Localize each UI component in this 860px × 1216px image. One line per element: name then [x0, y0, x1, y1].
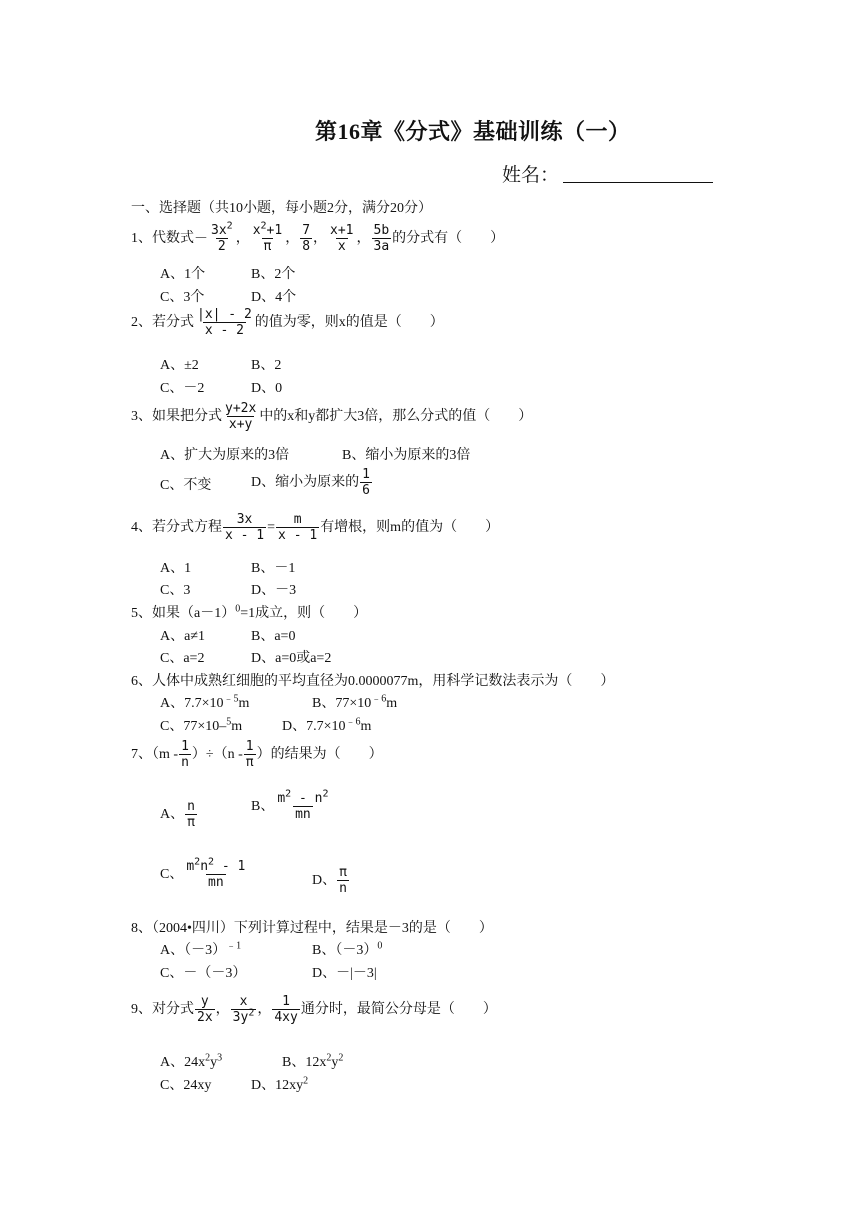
q9-option-d[interactable]: D、$12xy^2$ — [251, 1075, 309, 1093]
q5-option-c[interactable]: C、a=2 — [160, 651, 205, 666]
question-2 — [131, 308, 444, 338]
q5-option-b[interactable]: B、a=0 — [251, 629, 296, 644]
q1-fraction-2: $\frac{x^2+1}{\pi}$ — [252, 220, 283, 254]
question-5: 5、如果$(a-1)^0=1$成立，则（ ） — [131, 603, 368, 621]
question-4: 4、若分式方程 $\frac{3x}{x - 1}$ = $\frac{m}{x - 1}$ 有增根，则m的值为（ ） — [131, 512, 500, 543]
q3-option-d[interactable]: D、缩小为原来的 $\frac{1}{6}$ — [251, 467, 370, 498]
q1-tail: 的分式有（ ） — [392, 231, 505, 247]
q2-option-b[interactable]: B、2 — [251, 358, 282, 373]
question-1: 1、代数式－ $\frac{3x^2}{2}$ ， $\frac{x^2+1}{\pi}$ ， $\frac{7}{8}$ ， $\frac{x+1}{x}$ ， $\frac{5b}{3a}$ 的分式有（ ） — [131, 220, 505, 254]
question-6: 6、人体中成熟红细胞的平均直径为0.0000077m，用科学记数法表示为（ ） — [131, 674, 615, 689]
q4-option-c[interactable]: C、3 — [160, 583, 191, 598]
q7-option-d[interactable]: D、 $\frac{\pi}{n}$ — [312, 865, 347, 896]
q4-option-d[interactable]: D、－3 — [251, 583, 297, 598]
q3-option-a[interactable]: A、扩大为原来的3倍 — [160, 448, 290, 463]
q1-option-b[interactable]: B、2个 — [251, 267, 296, 282]
q7-a-fraction: $\frac{n}{\pi}$ — [187, 799, 195, 830]
q8-option-d[interactable]: D、－|－3| — [312, 966, 377, 981]
q9-option-b[interactable]: B、$12x^2y^2$ — [282, 1052, 344, 1070]
q4-fraction-1: $\frac{3x}{x - 1}$ — [225, 512, 265, 543]
q5-option-a[interactable]: A、a≠1 — [160, 629, 206, 644]
q8-option-c[interactable]: C、－（－3） — [160, 966, 247, 981]
q9-fraction-2: $\frac{x}{3y^2}$ — [232, 994, 255, 1025]
q3-tail: 中的x和y都扩大3倍，那么分式的值（ ） — [259, 409, 533, 425]
q7-option-b[interactable]: B、 $\frac{m^2 - n^2}{mn}$ — [251, 788, 329, 822]
q1-option-a[interactable]: A、1个 — [160, 267, 206, 282]
q2-tail: 的值为零，则x的值是（ ） — [254, 315, 444, 331]
q4-option-b[interactable]: B、－1 — [251, 561, 296, 576]
q7-d-fraction: $\frac{\pi}{n}$ — [339, 865, 347, 896]
minus-sign: － — [194, 231, 208, 247]
q7-option-c[interactable]: C、 $\frac{m^2n^2 - 1}{mn}$ — [160, 856, 246, 890]
q3-d-fraction: $\frac{1}{6}$ — [362, 467, 370, 498]
section-header: 一、选择题（共10小题，每小题2分，满分20分） — [131, 201, 432, 216]
q1-option-c[interactable]: C、3个 — [160, 290, 205, 305]
q7-option-a[interactable]: A、 $\frac{n}{\pi}$ — [160, 799, 195, 830]
q7-c-fraction: $\frac{m^2n^2 - 1}{mn}$ — [186, 856, 246, 890]
q7-fraction-2: $\frac{1}{\pi}$ — [245, 739, 254, 770]
q4-tail: 有增根，则m的值为（ ） — [320, 520, 500, 536]
q6-option-c[interactable]: C、77×10–$^5$m — [160, 716, 243, 734]
question-7: 7、（m - $\frac{1}{n}$ ）÷（n - $\frac{1}{\pi}$ ）的结果为（ ） — [131, 739, 383, 770]
q5-option-d[interactable]: D、a=0或a=2 — [251, 651, 332, 666]
q9-option-c[interactable]: C、24xy — [160, 1078, 212, 1093]
q6-option-d[interactable]: D、$7.7\times 10^{﹣6}m$ — [282, 716, 372, 734]
q1-option-d[interactable]: D、4个 — [251, 290, 297, 305]
question-8: 8、（2004•四川）下列计算过程中，结果是－3的是（ ） — [131, 921, 493, 936]
q2-option-a[interactable]: A、±2 — [160, 358, 199, 373]
name-field[interactable] — [563, 160, 713, 183]
q4-fraction-2: $\frac{m}{x - 1}$ — [278, 512, 318, 543]
q2-option-d[interactable]: D、0 — [251, 381, 283, 396]
q7-fraction-1: $\frac{1}{n}$ — [181, 739, 189, 770]
name-label: 姓名： — [502, 165, 560, 186]
q9-fraction-1: $\frac{y}{2x}$ — [197, 994, 213, 1025]
q3-option-c[interactable]: C、不变 — [160, 478, 212, 493]
q3-option-b[interactable]: B、缩小为原来的3倍 — [342, 448, 471, 463]
q4-stem: 4、若分式方程 — [131, 520, 222, 536]
q4-option-a[interactable]: A、1 — [160, 561, 192, 576]
q2-fraction: $\frac{|x| - 2}{x - 2}$ — [197, 307, 252, 338]
q1-fraction-1: $\frac{3x^2}{2}$ — [211, 220, 233, 254]
q7-b-fraction: $\frac{m^2 - n^2}{mn}$ — [277, 788, 329, 822]
q8-option-b[interactable]: B、$(-3)^0$ — [312, 940, 383, 958]
q3-stem: 3、如果把分式 — [131, 409, 222, 425]
question-3 — [131, 402, 532, 432]
q3-fraction: $\frac{y+2x}{x+y}$ — [225, 401, 257, 432]
q1-fraction-5: $\frac{5b}{3a}$ — [373, 223, 390, 254]
q9-option-a[interactable]: A、$24x^2y^3$ — [160, 1052, 223, 1070]
page-title: 第16章《分式》基础训练（一） — [315, 119, 631, 144]
q2-option-c[interactable]: C、－2 — [160, 381, 205, 396]
question-9: 9、对分式 $\frac{y}{2x}$ ， $\frac{x}{3y^2}$ ， $\frac{1}{4xy}$ 通分时，最简公分母是（ ） — [131, 994, 497, 1025]
q9-fraction-3: $\frac{1}{4xy}$ — [274, 994, 298, 1025]
q1-fraction-3: $\frac{7}{8}$ — [302, 223, 311, 254]
q1-stem: 1、代数式 — [131, 231, 194, 247]
q2-stem: 2、若分式 — [131, 315, 194, 331]
q1-fraction-4: $\frac{x+1}{x}$ — [330, 223, 354, 254]
q8-option-a[interactable]: A、$(-3)^{﹣1}$ — [160, 940, 242, 958]
q6-option-b[interactable]: B、$77\times 10^{﹣6}m$ — [312, 693, 398, 711]
q6-option-a[interactable]: A、$7.7\times 10^{﹣5}m$ — [160, 693, 250, 711]
